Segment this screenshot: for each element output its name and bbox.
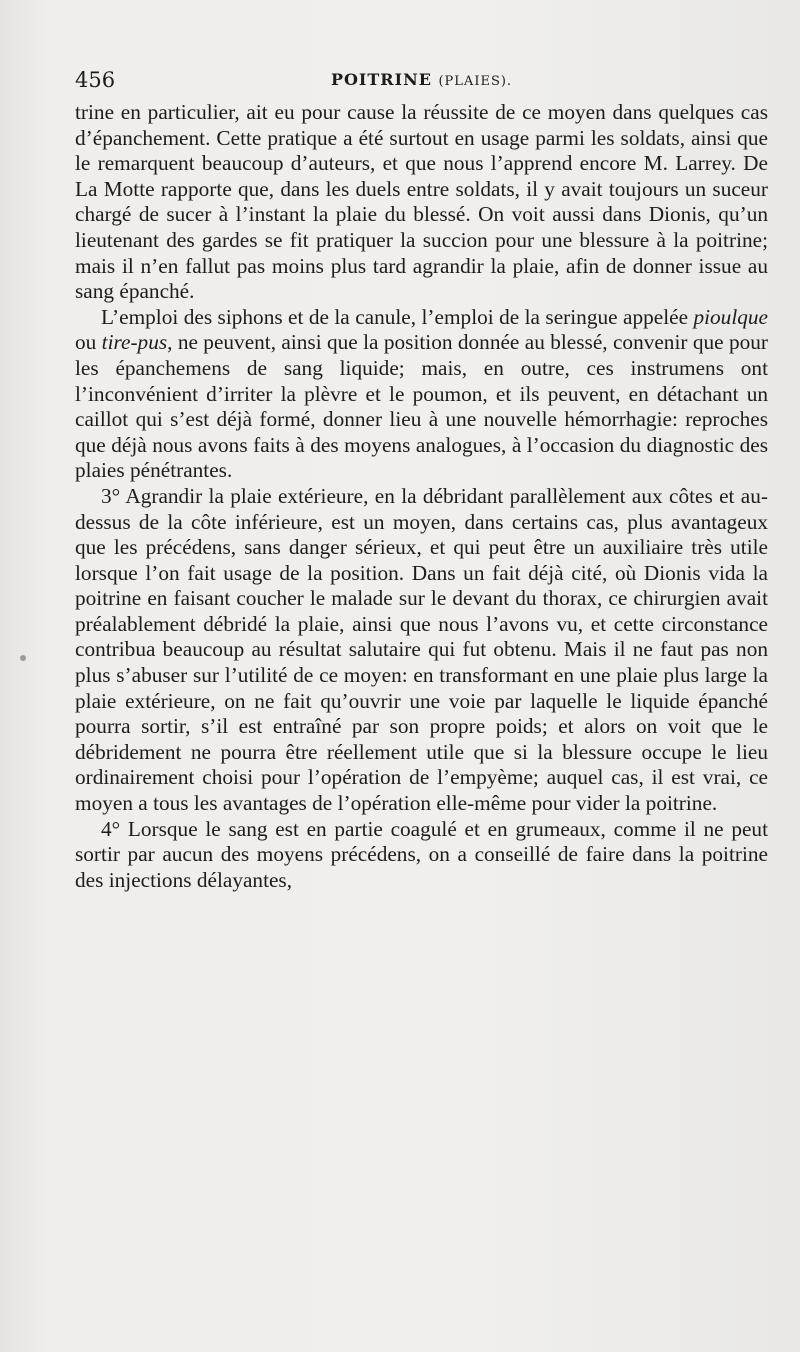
term-pioulque: pioulque	[693, 304, 768, 329]
page-number: 456	[75, 68, 116, 92]
running-head	[75, 70, 768, 89]
running-subtitle: (PLAIES).	[438, 74, 513, 89]
paragraph-1: trine en particulier, ait eu pour cause la réussite de ce moyen dans quelques cas d’épanchement. Cette pratique a été surtout en usage parmi les soldats, ainsi que le remarquent beaucoup d’auteurs, et que nous l’apprend encore M. Larrey. De La Motte rapporte que, dans les duels entre soldats, il y avait toujours un suceur chargé de sucer à l’instant la plaie du blessé. On voit aussi dans Dionis, qu’un lieutenant des gardes se fit pratiquer la succion pour une blessure à la poitrine; mais il n’en fallut pas moins plus tard agrandir la plaie, afin de donner issue au sang épanché.	[75, 100, 768, 304]
paragraph-2-middle: ou	[75, 330, 102, 355]
page-header	[75, 68, 768, 96]
running-title: POITRINE	[330, 70, 432, 89]
term-tire-pus: tire-pus	[101, 330, 168, 355]
paragraph-4: 4° Lorsque le sang est en partie coagulé et en grumeaux, comme il ne peut sortir par aucun des moyens précédens, on a conseillé de faire dans la poitrine des injections délayantes,	[75, 816, 768, 892]
margin-spot	[20, 655, 26, 661]
paragraph-2-after: , ne peuvent, ainsi que la position donnée au blessé, convenir que pour les épanchemens de sang liquide; mais, en outre, ces instrumens ont l’inconvénient d’irriter la plèvre et le poumon, et ils peuvent, en détachant un caillot qui s’est déjà formé, donner lieu à une nouvelle hémorrhagie: reproches que déjà nous avons faits à des moyens analogues, à l’occasion du diagnostic des plaies pénétrantes.	[75, 330, 768, 483]
paragraph-3: 3° Agrandir la plaie extérieure, en la débridant parallèlement aux côtes et au-dessus de la côte inférieure, est un moyen, dans certains cas, plus avantageux que les précédens, sans danger sérieux, et qui peut être un auxiliaire très utile lorsque l’on fait usage de la position. Dans un fait déjà cité, où Dionis vida la poitrine en faisant coucher le malade sur le devant du thorax, ce chirurgien avait préalablement débridé la plaie, ainsi que nous l’avons vu, et cette circonstance contribua beaucoup au résultat salutaire qui fut obtenu. Mais il ne faut pas non plus s’abuser sur l’utilité de ce moyen: en transformant en une plaie plus large la plaie extérieure, on ne fait qu’ouvrir une voie par laquelle le liquide épanché pourra sortir, s’il est entraîné par son propre poids; et alors on voit que le débridement ne pourra être réellement utile que si la blessure occupe le lieu ordinairement choisi pour l’opération de l’empyème; auquel cas, il est vrai, ce moyen a tous les avantages de l’opération elle-même pour vider la poitrine.	[75, 483, 768, 816]
paragraph-2	[75, 305, 768, 484]
body-text	[75, 100, 768, 893]
paragraph-2-before: L’emploi des siphons et de la canule, l’emploi de la seringue appelée	[101, 304, 694, 329]
